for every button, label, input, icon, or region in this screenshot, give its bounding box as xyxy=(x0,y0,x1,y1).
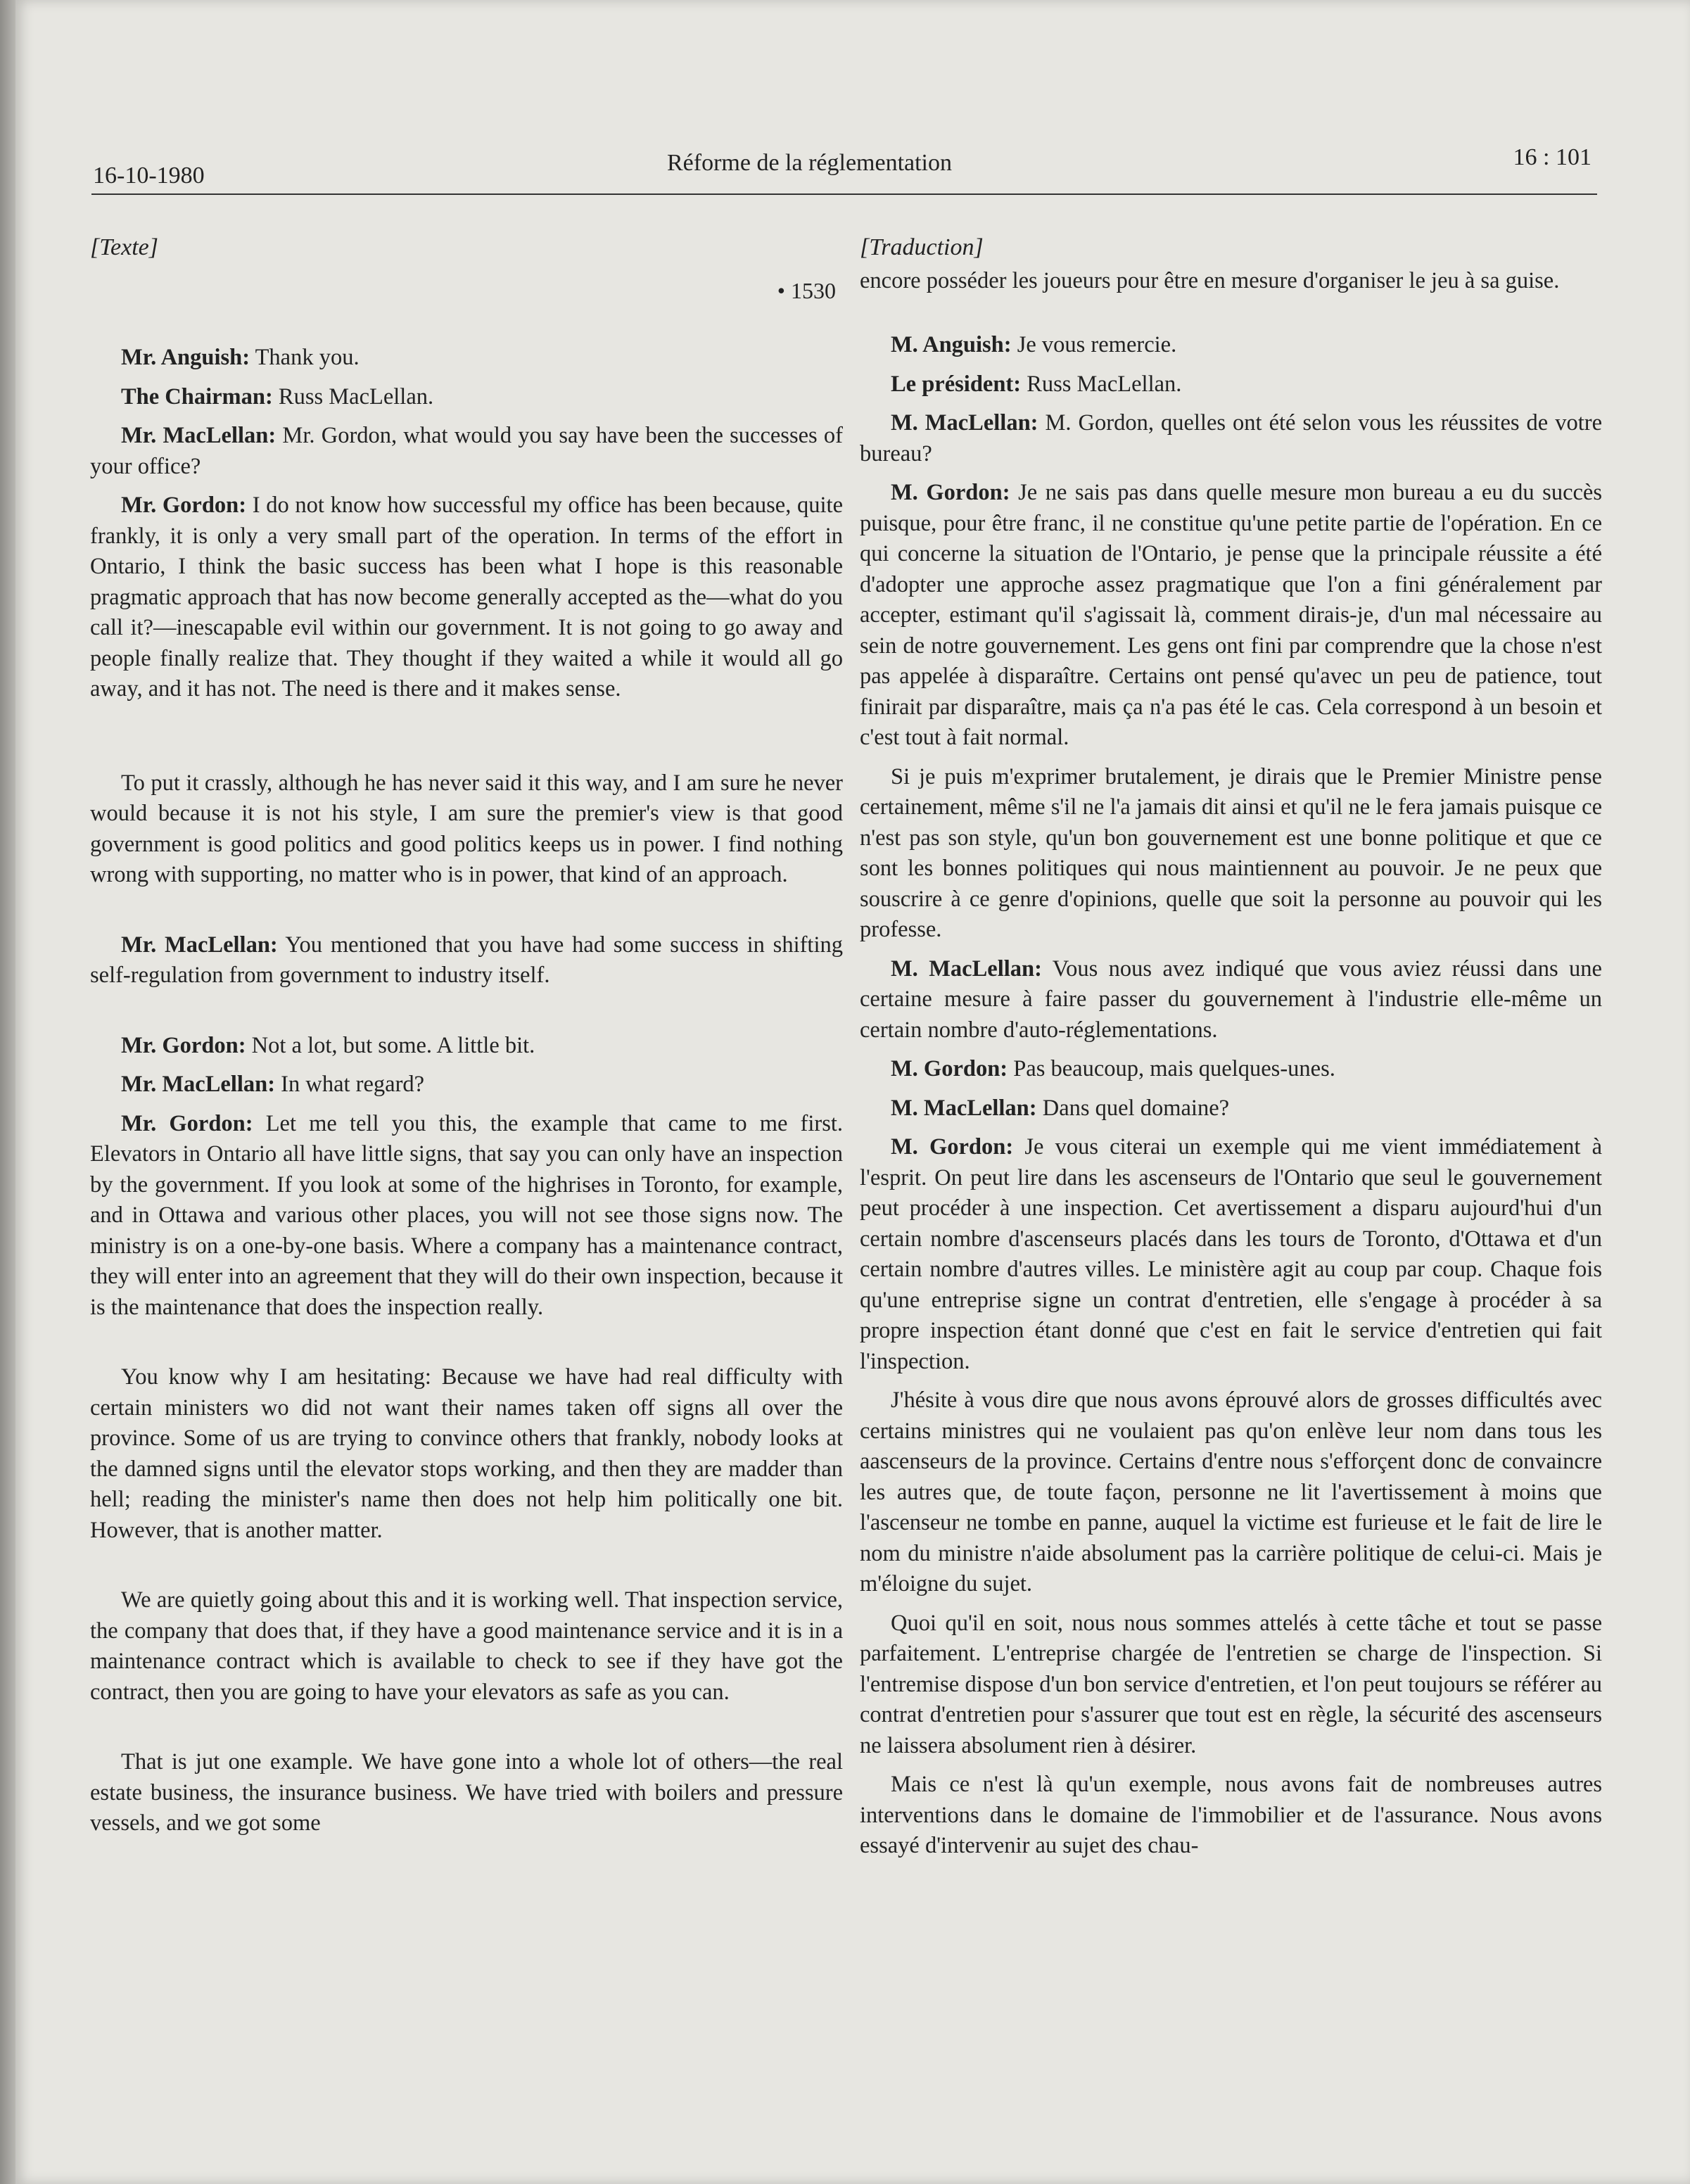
speaker-name: M. Gordon: xyxy=(891,480,1010,505)
speaker-name: M. MacLellan: xyxy=(891,410,1038,436)
paragraph-text: To put it crassly, although he has never said it this way, and I am sure he never would because it is not his style, I am sure the premier's view is that good government is good politics and good politics keeps us in power. I find nothing wrong with supporting, no matter who is in power, that kind of an approach. xyxy=(90,770,843,887)
paragraph xyxy=(90,930,843,991)
speaker-name: Mr. MacLellan: xyxy=(121,932,278,958)
page xyxy=(15,0,1690,2184)
speaker-name: M. Anguish: xyxy=(891,332,1012,357)
speaker-name: The Chairman: xyxy=(121,383,273,410)
paragraph xyxy=(90,382,843,413)
paragraph-text: Thank you. xyxy=(250,345,360,370)
paragraph-text: J'hésite à vous dire que nous avons éprouvé alors de grosses difficultés avec certains ministres qui ne voulaient pas qu'on enlève leur nom dans tous les aascenseurs de la province. Certains d'entre nous s'efforçent donc de convaincre les autres que, de toute façon, personne ne lit l'avertissement à moins que l'ascenseur ne tombe en panne, auquel la victime est furieuse et le fait de lire le nom du ministre n'aide absolument pas la carrière politique de celui-ci. Mais je m'éloigne du sujet. xyxy=(860,1388,1602,1596)
paragraph xyxy=(860,1608,1602,1762)
paragraph-text: Mais ce n'est là qu'un exemple, nous avons fait de nombreuses autres interventions dans le domaine de l'immobilier et de l'assurance. Nous avons essayé d'intervenir au sujet des chau- xyxy=(860,1772,1602,1858)
paragraph xyxy=(860,266,1602,297)
speaker-name: Le président: xyxy=(891,371,1022,397)
speaker-name: Mr. MacLellan: xyxy=(121,423,277,448)
left-column-english xyxy=(90,232,843,1848)
paragraph xyxy=(860,478,1602,754)
paragraph-text: That is jut one example. We have gone into a whole lot of others—the real estate business, the insurance business. We have tried with boilers and pressure vessels, and we got some xyxy=(90,1749,843,1836)
paragraph xyxy=(90,1585,843,1708)
paragraph xyxy=(90,1747,843,1839)
speaker-name: Mr. Gordon: xyxy=(121,1032,246,1058)
paragraph xyxy=(90,1362,843,1546)
paragraph-text: encore posséder les joueurs pour être en mesure d'organiser le jeu à sa guise. xyxy=(860,267,1560,293)
paragraph xyxy=(860,1770,1602,1862)
paragraph-text: Let me tell you this, the example that came to me first. Elevators in Ontario all have little signs, that say you can only have an inspection by the government. If you look at some of the highrises in Toronto, for example, and in Ottawa and various other places, you will not see those signs now. The ministry is on a one-by-one basis. Where a company has a maintenance contract, they will enter into an agreement that they will do their own inspection, because it is the maintenance that does the inspection really. xyxy=(90,1110,844,1320)
paragraph xyxy=(860,369,1602,400)
paragraph xyxy=(90,1031,843,1062)
column-label-texte: [Texte] xyxy=(90,234,158,260)
paragraph-text: We are quietly going about this and it is working well. That inspection service, the company that does that, if they have a good maintenance service and it is in a maintenance contract which is available to check to see if they have got the contract, then you are going to have your elevators as safe as you can. xyxy=(90,1587,843,1705)
paragraph xyxy=(90,1109,843,1323)
paragraph xyxy=(860,408,1602,469)
paragraph-text: Si je puis m'exprimer brutalement, je dirais que le Premier Ministre pense certainement, même s'il ne l'a jamais dit ainsi et qu'il ne le fera jamais puisque ce n'est pas son style, qu'un bon gouvernement est une bonne politique et que ce sont les bonnes politiques qui nous maintiennent au pouvoir. Je ne peux que souscrire à ce genre d'opinions, quelle que soit la personne au pouvoir qui les professe. xyxy=(860,763,1602,942)
paragraph xyxy=(860,954,1602,1046)
paragraph xyxy=(860,1385,1602,1600)
paragraph-text: Je vous citerai un exemple qui me vient immédiatement à l'esprit. On peut lire dans les ascenseurs de l'Ontario que seul le gouvernement peut procéder à une inspection. Cet avertissement a disparu aujourd'hui d'un certain nombre d'ascenseurs placés dans les tours de Toronto, d'Ottawa et d'un certain nombre d'autres villes. Le ministère agit au coup par coup. Chaque fois qu'une entreprise signe un contrat d'entretien, elle s'engage à procéder à sa propre inspection étant donné que c'est en fait le service d'entretien qui fait l'inspection. xyxy=(860,1134,1603,1374)
paragraph xyxy=(860,1132,1602,1377)
paragraph-text: M. Gordon, quelles ont été selon vous les réussites de votre bureau? xyxy=(860,410,1602,466)
paragraph xyxy=(90,421,843,482)
speaker-name: M. Gordon: xyxy=(891,1056,1008,1081)
paragraph-text: I do not know how successful my office has been because, quite frankly, it is only a very small part of the operation. In terms of the effort in Ontario, I think the basic success has been what I hope is this reasonable pragmatic approach that has now become generally accepted as the—what do you call it?—inescapable evil within our government. It is not going to go away and people finally realize that. They thought if they waited a while it would all go away, and it has not. The need is there and it makes sense. xyxy=(90,493,844,701)
paragraph-text: Je vous remercie. xyxy=(1011,332,1177,357)
header-page-number: 16 : 101 xyxy=(1513,144,1591,170)
paragraph xyxy=(860,1093,1602,1124)
paragraph-text: Je ne sais pas dans quelle mesure mon bureau a eu du succès puisque, pour être franc, il ne constitue qu'une petite partie de l'opération. En ce qui concerne la situation de l'Ontario, je pense que la principale réussite a été d'adopter une approche assez pragmatique que l'on a fini généralement par accepter, estimant qu'il s'agissait là, comment dirais-je, d'un mal nécessaire au sein de notre gouvernement. Les gens ont fini par comprendre que la chose n'est pas appelée à disparaître. Certains ont pensé qu'avec un peu de patience, tout finirait par disparaître, mais ça n'a pas été le cas. Cela correspond à un besoin et c'est tout à fait normal. xyxy=(860,480,1602,750)
paragraph xyxy=(860,762,1602,946)
speaker-name: M. MacLellan: xyxy=(891,956,1042,982)
speaker-name: Mr. Gordon: xyxy=(121,1110,253,1136)
speaker-name: M. MacLellan: xyxy=(891,1095,1037,1121)
paragraph-text: In what regard? xyxy=(275,1072,425,1097)
paragraph-text: You mentioned that you have had some success in shifting self-regulation from government to industry itself. xyxy=(90,932,843,988)
paragraph xyxy=(90,490,843,705)
paragraph-text: Vous nous avez indiqué que vous aviez réussi dans une certaine mesure à faire passer du gouvernement à l'industrie elle-même un certain nombre d'auto-réglementations. xyxy=(860,956,1602,1043)
paragraph-text: Quoi qu'il en soit, nous nous sommes attelés à cette tâche et tout se passe parfaitement. L'entreprise chargée de l'entretien se charge de l'inspection. Si l'entremise dispose d'un bon service d'entretien, et l'on peut toujours se référer au contrat d'entretien pour s'assurer que tout est en règle, la sécurité des ascenseurs ne laissera absolument rien à désirer. xyxy=(860,1610,1602,1758)
header-title: Réforme de la réglementation xyxy=(667,150,952,176)
book-spine-shadow xyxy=(0,0,15,2184)
time-marker: • 1530 xyxy=(777,277,836,303)
speaker-name: M. Gordon: xyxy=(891,1134,1014,1160)
speaker-name: Mr. Gordon: xyxy=(121,493,247,518)
paragraph-text: You know why I am hesitating: Because we have had real difficulty with certain ministers wo did not want their names taken off signs all over the province. Some of us are trying to convince others that frankly, nobody looks at the damned signs until the elevator stops working, and then they are madder than hell; reading the minister's name then does not help him politically one bit. However, that is another matter. xyxy=(90,1364,843,1543)
speaker-name: Mr. MacLellan: xyxy=(121,1072,276,1097)
header-date: 16-10-1980 xyxy=(93,163,205,189)
column-label-traduction: [Traduction] xyxy=(860,234,984,260)
paragraph-text: Dans quel domaine? xyxy=(1036,1095,1230,1121)
paragraph xyxy=(90,343,843,374)
paragraph-text: Mr. Gordon, what would you say have been the successes of your office? xyxy=(90,423,843,479)
paragraph xyxy=(860,1054,1602,1085)
paragraph-text: Russ MacLellan. xyxy=(272,383,434,410)
paragraph xyxy=(90,1069,843,1100)
page-header xyxy=(91,144,1597,195)
right-column-french xyxy=(860,232,1602,1870)
paragraph-text: Russ MacLellan. xyxy=(1021,371,1182,397)
paragraph-text: Not a lot, but some. A little bit. xyxy=(246,1032,535,1058)
paragraph xyxy=(90,768,843,891)
speaker-name: Mr. Anguish: xyxy=(121,345,250,370)
paragraph-text: Pas beaucoup, mais quelques-unes. xyxy=(1008,1056,1335,1081)
paragraph xyxy=(860,330,1602,361)
